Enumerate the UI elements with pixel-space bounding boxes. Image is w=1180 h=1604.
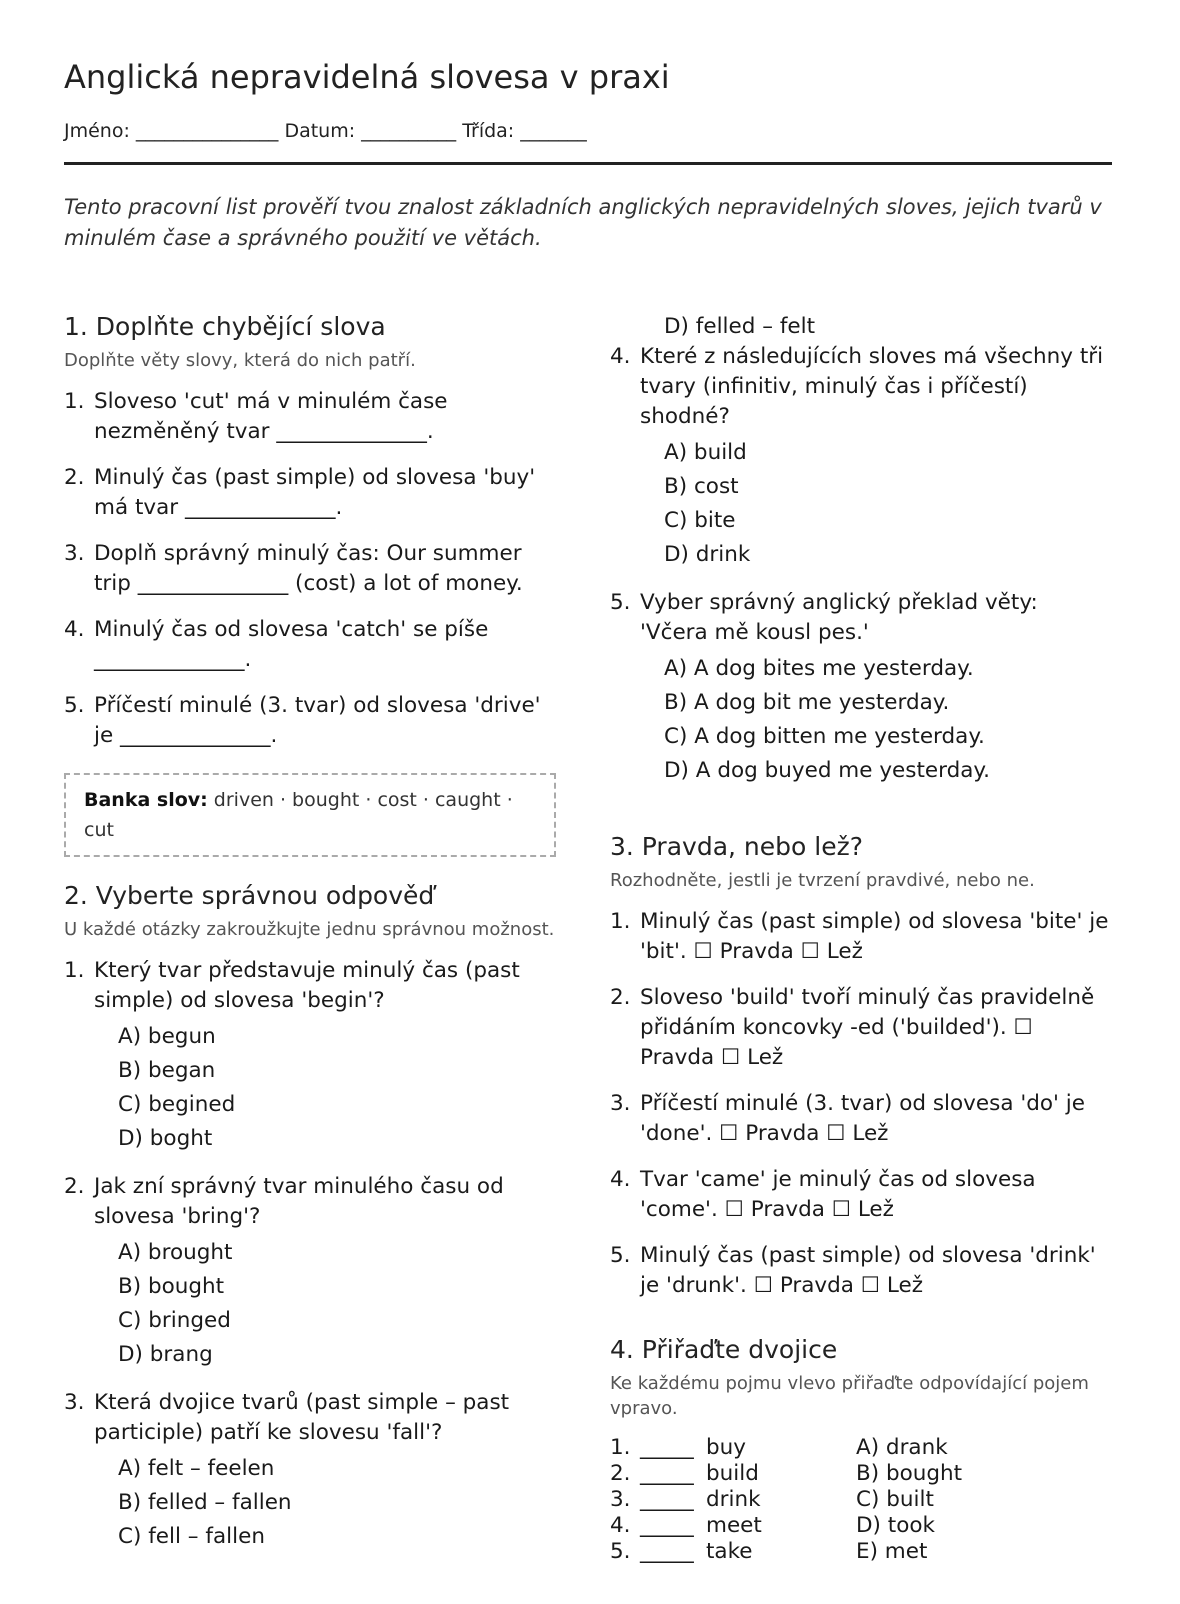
answer-option[interactable]: D) A dog buyed me yesterday. [664, 758, 990, 783]
answer-option[interactable]: D) boght [118, 1126, 213, 1151]
question-text: Jak zní správný tvar minulého času od slovesa 'bring'? [94, 1174, 504, 1229]
section-true-false [610, 830, 1110, 1301]
answer-option[interactable]: B) began [118, 1058, 216, 1083]
item-text: Sloveso 'cut' má v minulém čase nezměněný tvar ______________. [94, 389, 448, 444]
match-right-term: C) built [856, 1487, 934, 1512]
section-title: 1. Doplňte chybějící slova [64, 312, 386, 341]
item-number: 2. [610, 985, 631, 1010]
answer-option[interactable]: D) felled – felt [664, 314, 816, 339]
match-right-term: E) met [856, 1539, 928, 1564]
true-false-item [610, 983, 1110, 1073]
answer-option[interactable]: C) begined [118, 1092, 236, 1117]
fill-in-item [64, 691, 564, 751]
answer-option[interactable]: A) felt – feelen [118, 1456, 275, 1481]
question-item [64, 1388, 564, 1554]
question-number: 5. [610, 590, 631, 615]
question-list [64, 956, 564, 1554]
option-list [118, 1236, 564, 1372]
fill-in-list [64, 387, 564, 751]
answer-option[interactable]: D) brang [118, 1342, 213, 1367]
question-text: Které z následujících sloves má všechny tři tvary (infinitiv, minulý čas i příčestí) shodné? [640, 344, 1104, 429]
true-false-item [610, 1165, 1110, 1225]
question-item [610, 588, 1110, 788]
match-number: 1. [610, 1435, 631, 1460]
match-right-term: A) drank [856, 1435, 948, 1460]
section-matching [610, 1333, 1110, 1565]
match-number: 5. [610, 1539, 631, 1564]
left-column [64, 310, 564, 1570]
intro-text: Tento pracovní list prověří tvou znalost základních anglických nepravidelných sloves, jejich tvarů v minulém čase a správného použití ve větách. [64, 195, 1102, 250]
fill-in-item [64, 463, 564, 523]
item-number: 4. [610, 1167, 631, 1192]
section-instruction: Rozhodněte, jestli je tvrzení pravdivé, nebo ne. [610, 870, 1035, 891]
item-number: 4. [64, 617, 85, 642]
answer-option[interactable]: A) brought [118, 1240, 233, 1265]
word-bank [64, 773, 556, 857]
item-number: 1. [64, 389, 85, 414]
match-right-term: D) took [856, 1513, 935, 1538]
header-divider [64, 162, 1112, 165]
option-list [118, 1020, 564, 1156]
item-text: Příčestí minulé (3. tvar) od slovesa 'do' je 'done'. ☐ Pravda ☐ Lež [640, 1091, 1086, 1146]
answer-option[interactable]: A) begun [118, 1024, 216, 1049]
fill-in-item [64, 539, 564, 599]
item-number: 3. [610, 1091, 631, 1116]
question-text: Který tvar představuje minulý čas (past simple) od slovesa 'begin'? [94, 958, 520, 1013]
question-number: 2. [64, 1174, 85, 1199]
option-list [118, 1452, 564, 1554]
matching-grid [610, 1435, 1110, 1565]
question-number: 1. [64, 958, 85, 983]
question-list-continued [610, 342, 1110, 788]
match-blank[interactable]: _____ [640, 1513, 694, 1538]
question-item [64, 956, 564, 1156]
match-blank[interactable]: _____ [640, 1435, 694, 1460]
worksheet-title: Anglická nepravidelná slovesa v praxi [64, 58, 670, 96]
match-number: 4. [610, 1513, 631, 1538]
section-title: 2. Vyberte správnou odpověď [64, 881, 435, 910]
name-date-class-fields: Jméno: _______________ Datum: __________ Třída: _______ [64, 120, 587, 142]
fill-in-item [64, 615, 564, 675]
match-right-term: B) bought [856, 1461, 963, 1486]
right-column [610, 312, 1110, 1565]
item-text: Minulý čas (past simple) od slovesa 'drink' je 'drunk'. ☐ Pravda ☐ Lež [640, 1243, 1096, 1298]
answer-option[interactable]: A) build [664, 440, 747, 465]
section-instruction: Doplňte věty slovy, která do nich patří. [64, 350, 416, 371]
item-text: Sloveso 'build' tvoří minulý čas pravidelně přidáním koncovky -ed ('builded'). ☐ Pravda ☐ Lež [640, 985, 1095, 1070]
answer-option[interactable]: B) A dog bit me yesterday. [664, 690, 950, 715]
match-left-term: drink [706, 1487, 761, 1512]
section-multiple-choice [64, 879, 564, 1554]
answer-option[interactable]: B) felled – fallen [118, 1490, 292, 1515]
answer-option[interactable]: B) bought [118, 1274, 225, 1299]
item-number: 2. [64, 465, 85, 490]
item-text: Minulý čas od slovesa 'catch' se píše ______________. [94, 617, 489, 672]
answer-option[interactable]: C) bite [664, 508, 736, 533]
answer-option[interactable]: B) cost [664, 474, 739, 499]
true-false-item [610, 1241, 1110, 1301]
match-number: 3. [610, 1487, 631, 1512]
item-number: 5. [64, 693, 85, 718]
answer-option[interactable]: C) fell – fallen [118, 1524, 265, 1549]
section-instruction: Ke každému pojmu vlevo přiřaďte odpovídající pojem vpravo. [610, 1373, 1089, 1419]
match-left-term: take [706, 1539, 753, 1564]
question-text: Která dvojice tvarů (past simple – past participle) patří ke slovesu 'fall'? [94, 1390, 510, 1445]
question-item [64, 1172, 564, 1372]
answer-option[interactable]: C) bringed [118, 1308, 231, 1333]
match-blank[interactable]: _____ [640, 1487, 694, 1512]
answer-option[interactable]: A) A dog bites me yesterday. [664, 656, 974, 681]
word-bank-words: driven · bought · cost · caught · cut [84, 789, 513, 841]
item-text: Příčestí minulé (3. tvar) od slovesa 'drive' je ______________. [94, 693, 541, 748]
match-blank[interactable]: _____ [640, 1461, 694, 1486]
section-instruction: U každé otázky zakroužkujte jednu správnou možnost. [64, 919, 555, 940]
option-list [664, 652, 1110, 788]
section-title: 3. Pravda, nebo lež? [610, 832, 863, 861]
true-false-list [610, 907, 1110, 1301]
section-fill-in [64, 310, 564, 857]
answer-option[interactable]: C) A dog bitten me yesterday. [664, 724, 985, 749]
option-list [664, 436, 1110, 572]
match-left-term: buy [706, 1435, 746, 1460]
question-number: 4. [610, 344, 631, 369]
true-false-item [610, 907, 1110, 967]
true-false-item [610, 1089, 1110, 1149]
question-text: Vyber správný anglický překlad věty: 'Včera mě kousl pes.' [640, 590, 1038, 645]
item-number: 1. [610, 909, 631, 934]
fill-in-item [64, 387, 564, 447]
item-number: 3. [64, 541, 85, 566]
item-text: Tvar 'came' je minulý čas od slovesa 'come'. ☐ Pravda ☐ Lež [640, 1167, 1036, 1222]
answer-option[interactable]: D) drink [664, 542, 751, 567]
match-number: 2. [610, 1461, 631, 1486]
match-blank[interactable]: _____ [640, 1539, 694, 1564]
word-bank-label: Banka slov: [84, 789, 208, 811]
match-left-term: build [706, 1461, 759, 1486]
item-number: 5. [610, 1243, 631, 1268]
question-number: 3. [64, 1390, 85, 1415]
item-text: Doplň správný minulý čas: Our summer trip ______________ (cost) a lot of money. [94, 541, 523, 596]
match-left-term: meet [706, 1513, 762, 1538]
question-item [610, 342, 1110, 572]
item-text: Minulý čas (past simple) od slovesa 'buy' má tvar ______________. [94, 465, 536, 520]
section-title: 4. Přiřaďte dvojice [610, 1335, 838, 1364]
item-text: Minulý čas (past simple) od slovesa 'bite' je 'bit'. ☐ Pravda ☐ Lež [640, 909, 1109, 964]
